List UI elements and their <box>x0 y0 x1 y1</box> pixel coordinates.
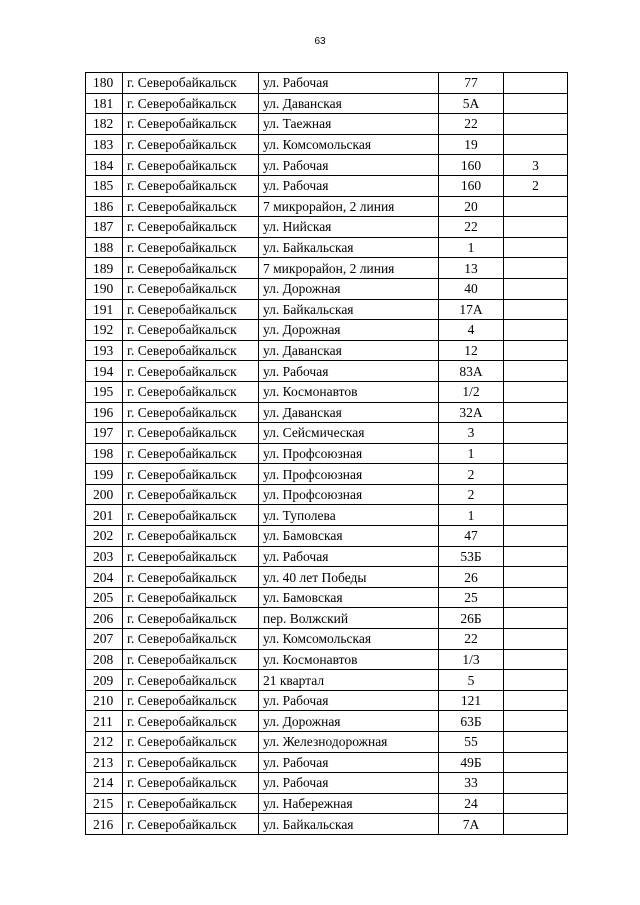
extra-cell <box>504 814 568 835</box>
house-number-cell: 1 <box>439 443 504 464</box>
extra-cell <box>504 505 568 526</box>
extra-cell <box>504 361 568 382</box>
house-number-cell: 19 <box>439 134 504 155</box>
street-cell: ул. Байкальская <box>259 814 439 835</box>
table-row <box>86 752 568 773</box>
row-number-cell: 209 <box>86 670 123 691</box>
extra-cell <box>504 649 568 670</box>
table-row <box>86 402 568 423</box>
table-row <box>86 711 568 732</box>
house-number-cell: 2 <box>439 464 504 485</box>
city-cell: г. Северобайкальск <box>123 464 259 485</box>
row-number-cell: 194 <box>86 361 123 382</box>
extra-cell <box>504 484 568 505</box>
extra-cell <box>504 587 568 608</box>
table-row <box>86 155 568 176</box>
street-cell: ул. Даванская <box>259 402 439 423</box>
house-number-cell: 1/3 <box>439 649 504 670</box>
extra-cell <box>504 258 568 279</box>
extra-cell <box>504 546 568 567</box>
city-cell: г. Северобайкальск <box>123 73 259 94</box>
row-number-cell: 204 <box>86 567 123 588</box>
city-cell: г. Северобайкальск <box>123 814 259 835</box>
street-cell: ул. Рабочая <box>259 773 439 794</box>
city-cell: г. Северобайкальск <box>123 690 259 711</box>
row-number-cell: 191 <box>86 299 123 320</box>
street-cell: ул. Комсомольская <box>259 134 439 155</box>
row-number-cell: 197 <box>86 423 123 444</box>
street-cell: ул. Бамовская <box>259 587 439 608</box>
table-row <box>86 649 568 670</box>
house-number-cell: 7А <box>439 814 504 835</box>
street-cell: ул. Рабочая <box>259 73 439 94</box>
house-number-cell: 5А <box>439 93 504 114</box>
city-cell: г. Северобайкальск <box>123 670 259 691</box>
city-cell: г. Северобайкальск <box>123 237 259 258</box>
city-cell: г. Северобайкальск <box>123 175 259 196</box>
street-cell: ул. Рабочая <box>259 690 439 711</box>
city-cell: г. Северобайкальск <box>123 361 259 382</box>
house-number-cell: 24 <box>439 793 504 814</box>
house-number-cell: 22 <box>439 629 504 650</box>
extra-cell <box>504 526 568 547</box>
city-cell: г. Северобайкальск <box>123 567 259 588</box>
house-number-cell: 63Б <box>439 711 504 732</box>
extra-cell <box>504 773 568 794</box>
address-table <box>85 72 568 835</box>
table-row <box>86 175 568 196</box>
street-cell: 7 микрорайон, 2 линия <box>259 258 439 279</box>
extra-cell <box>504 299 568 320</box>
street-cell: 21 квартал <box>259 670 439 691</box>
house-number-cell: 160 <box>439 155 504 176</box>
street-cell: ул. Профсоюзная <box>259 443 439 464</box>
city-cell: г. Северобайкальск <box>123 608 259 629</box>
house-number-cell: 26Б <box>439 608 504 629</box>
extra-cell: 2 <box>504 175 568 196</box>
table-row <box>86 381 568 402</box>
city-cell: г. Северобайкальск <box>123 114 259 135</box>
row-number-cell: 214 <box>86 773 123 794</box>
table-row <box>86 814 568 835</box>
street-cell: ул. Байкальская <box>259 299 439 320</box>
row-number-cell: 211 <box>86 711 123 732</box>
street-cell: ул. Бамовская <box>259 526 439 547</box>
table-row <box>86 505 568 526</box>
table-row <box>86 773 568 794</box>
street-cell: ул. Туполева <box>259 505 439 526</box>
street-cell: ул. Профсоюзная <box>259 464 439 485</box>
city-cell: г. Северобайкальск <box>123 196 259 217</box>
page-number: 63 <box>314 36 326 47</box>
extra-cell <box>504 237 568 258</box>
table-row <box>86 443 568 464</box>
street-cell: ул. Рабочая <box>259 752 439 773</box>
table-row <box>86 629 568 650</box>
row-number-cell: 195 <box>86 381 123 402</box>
city-cell: г. Северобайкальск <box>123 505 259 526</box>
table-row <box>86 299 568 320</box>
extra-cell <box>504 320 568 341</box>
extra-cell <box>504 732 568 753</box>
extra-cell <box>504 340 568 361</box>
house-number-cell: 22 <box>439 217 504 238</box>
city-cell: г. Северобайкальск <box>123 484 259 505</box>
house-number-cell: 2 <box>439 484 504 505</box>
street-cell: ул. Профсоюзная <box>259 484 439 505</box>
table-row <box>86 93 568 114</box>
row-number-cell: 208 <box>86 649 123 670</box>
row-number-cell: 205 <box>86 587 123 608</box>
house-number-cell: 5 <box>439 670 504 691</box>
city-cell: г. Северобайкальск <box>123 587 259 608</box>
city-cell: г. Северобайкальск <box>123 649 259 670</box>
house-number-cell: 4 <box>439 320 504 341</box>
row-number-cell: 212 <box>86 732 123 753</box>
house-number-cell: 32А <box>439 402 504 423</box>
house-number-cell: 1 <box>439 505 504 526</box>
row-number-cell: 182 <box>86 114 123 135</box>
extra-cell <box>504 711 568 732</box>
extra-cell <box>504 752 568 773</box>
row-number-cell: 213 <box>86 752 123 773</box>
street-cell: ул. Железнодорожная <box>259 732 439 753</box>
table-row <box>86 732 568 753</box>
extra-cell <box>504 608 568 629</box>
row-number-cell: 200 <box>86 484 123 505</box>
street-cell: ул. Даванская <box>259 93 439 114</box>
row-number-cell: 201 <box>86 505 123 526</box>
house-number-cell: 13 <box>439 258 504 279</box>
street-cell: ул. 40 лет Победы <box>259 567 439 588</box>
house-number-cell: 53Б <box>439 546 504 567</box>
city-cell: г. Северобайкальск <box>123 217 259 238</box>
table-row <box>86 423 568 444</box>
table-row <box>86 237 568 258</box>
row-number-cell: 206 <box>86 608 123 629</box>
house-number-cell: 33 <box>439 773 504 794</box>
city-cell: г. Северобайкальск <box>123 546 259 567</box>
row-number-cell: 193 <box>86 340 123 361</box>
street-cell: 7 микрорайон, 2 линия <box>259 196 439 217</box>
table-row <box>86 320 568 341</box>
street-cell: ул. Набережная <box>259 793 439 814</box>
street-cell: ул. Рабочая <box>259 361 439 382</box>
extra-cell <box>504 196 568 217</box>
street-cell: ул. Байкальская <box>259 237 439 258</box>
extra-cell <box>504 381 568 402</box>
table-row <box>86 546 568 567</box>
street-cell: ул. Космонавтов <box>259 381 439 402</box>
house-number-cell: 47 <box>439 526 504 547</box>
city-cell: г. Северобайкальск <box>123 711 259 732</box>
house-number-cell: 26 <box>439 567 504 588</box>
extra-cell <box>504 670 568 691</box>
street-cell: ул. Нийская <box>259 217 439 238</box>
table-row <box>86 114 568 135</box>
house-number-cell: 40 <box>439 278 504 299</box>
table-row <box>86 134 568 155</box>
city-cell: г. Северобайкальск <box>123 340 259 361</box>
street-cell: ул. Таежная <box>259 114 439 135</box>
table-row <box>86 340 568 361</box>
table-row <box>86 484 568 505</box>
city-cell: г. Северобайкальск <box>123 134 259 155</box>
house-number-cell: 1/2 <box>439 381 504 402</box>
city-cell: г. Северобайкальск <box>123 258 259 279</box>
city-cell: г. Северобайкальск <box>123 793 259 814</box>
table-row <box>86 361 568 382</box>
row-number-cell: 215 <box>86 793 123 814</box>
city-cell: г. Северобайкальск <box>123 299 259 320</box>
extra-cell <box>504 217 568 238</box>
extra-cell <box>504 629 568 650</box>
extra-cell <box>504 134 568 155</box>
house-number-cell: 121 <box>439 690 504 711</box>
city-cell: г. Северобайкальск <box>123 278 259 299</box>
row-number-cell: 216 <box>86 814 123 835</box>
row-number-cell: 192 <box>86 320 123 341</box>
street-cell: ул. Рабочая <box>259 175 439 196</box>
house-number-cell: 83А <box>439 361 504 382</box>
row-number-cell: 183 <box>86 134 123 155</box>
house-number-cell: 17А <box>439 299 504 320</box>
row-number-cell: 198 <box>86 443 123 464</box>
extra-cell <box>504 690 568 711</box>
city-cell: г. Северобайкальск <box>123 155 259 176</box>
street-cell: ул. Дорожная <box>259 711 439 732</box>
street-cell: ул. Рабочая <box>259 546 439 567</box>
house-number-cell: 25 <box>439 587 504 608</box>
house-number-cell: 160 <box>439 175 504 196</box>
house-number-cell: 22 <box>439 114 504 135</box>
extra-cell <box>504 793 568 814</box>
extra-cell <box>504 73 568 94</box>
street-cell: ул. Комсомольская <box>259 629 439 650</box>
city-cell: г. Северобайкальск <box>123 443 259 464</box>
extra-cell <box>504 93 568 114</box>
city-cell: г. Северобайкальск <box>123 402 259 423</box>
city-cell: г. Северобайкальск <box>123 732 259 753</box>
extra-cell <box>504 114 568 135</box>
table-row <box>86 217 568 238</box>
city-cell: г. Северобайкальск <box>123 381 259 402</box>
row-number-cell: 186 <box>86 196 123 217</box>
row-number-cell: 190 <box>86 278 123 299</box>
house-number-cell: 55 <box>439 732 504 753</box>
table-row <box>86 587 568 608</box>
street-cell: ул. Рабочая <box>259 155 439 176</box>
row-number-cell: 199 <box>86 464 123 485</box>
row-number-cell: 188 <box>86 237 123 258</box>
house-number-cell: 20 <box>439 196 504 217</box>
row-number-cell: 185 <box>86 175 123 196</box>
table-row <box>86 567 568 588</box>
house-number-cell: 77 <box>439 73 504 94</box>
address-table-body <box>86 73 568 835</box>
table-row <box>86 73 568 94</box>
house-number-cell: 1 <box>439 237 504 258</box>
house-number-cell: 12 <box>439 340 504 361</box>
row-number-cell: 184 <box>86 155 123 176</box>
house-number-cell: 3 <box>439 423 504 444</box>
street-cell: ул. Сейсмическая <box>259 423 439 444</box>
table-row <box>86 608 568 629</box>
extra-cell <box>504 402 568 423</box>
city-cell: г. Северобайкальск <box>123 752 259 773</box>
table-row <box>86 793 568 814</box>
street-cell: ул. Даванская <box>259 340 439 361</box>
extra-cell <box>504 567 568 588</box>
street-cell: пер. Волжский <box>259 608 439 629</box>
extra-cell <box>504 423 568 444</box>
city-cell: г. Северобайкальск <box>123 773 259 794</box>
row-number-cell: 202 <box>86 526 123 547</box>
row-number-cell: 210 <box>86 690 123 711</box>
table-row <box>86 278 568 299</box>
table-row <box>86 258 568 279</box>
table-row <box>86 526 568 547</box>
street-cell: ул. Космонавтов <box>259 649 439 670</box>
extra-cell <box>504 278 568 299</box>
table-row <box>86 196 568 217</box>
row-number-cell: 181 <box>86 93 123 114</box>
extra-cell: 3 <box>504 155 568 176</box>
house-number-cell: 49Б <box>439 752 504 773</box>
city-cell: г. Северобайкальск <box>123 629 259 650</box>
row-number-cell: 189 <box>86 258 123 279</box>
row-number-cell: 203 <box>86 546 123 567</box>
row-number-cell: 196 <box>86 402 123 423</box>
city-cell: г. Северобайкальск <box>123 93 259 114</box>
row-number-cell: 187 <box>86 217 123 238</box>
street-cell: ул. Дорожная <box>259 278 439 299</box>
table-row <box>86 464 568 485</box>
extra-cell <box>504 464 568 485</box>
table-row <box>86 690 568 711</box>
street-cell: ул. Дорожная <box>259 320 439 341</box>
city-cell: г. Северобайкальск <box>123 423 259 444</box>
row-number-cell: 180 <box>86 73 123 94</box>
row-number-cell: 207 <box>86 629 123 650</box>
table-row <box>86 670 568 691</box>
city-cell: г. Северобайкальск <box>123 526 259 547</box>
city-cell: г. Северобайкальск <box>123 320 259 341</box>
extra-cell <box>504 443 568 464</box>
